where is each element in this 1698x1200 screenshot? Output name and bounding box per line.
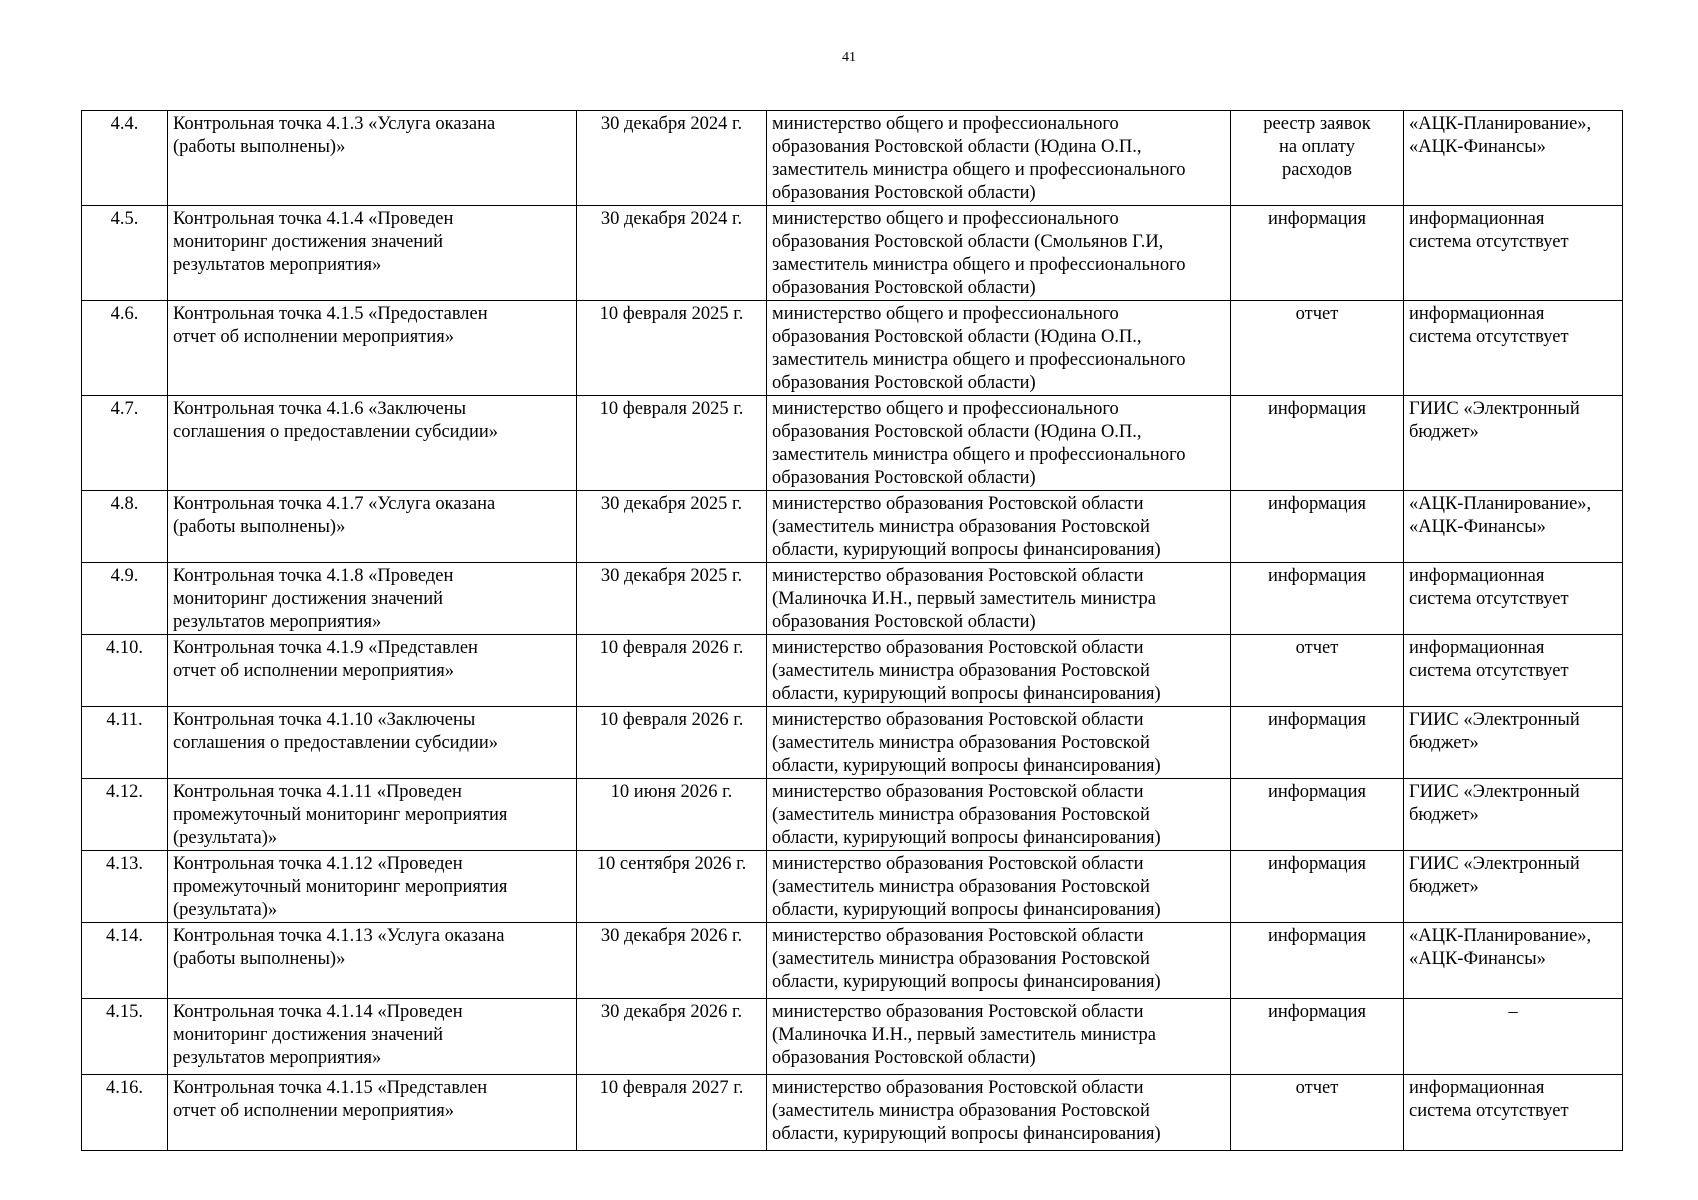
row-number-text: 4.5.	[110, 209, 139, 229]
cell-information-system	[1404, 206, 1623, 301]
row-number-text: 4.8.	[110, 494, 139, 514]
cell-event-name	[168, 111, 577, 206]
cell-event-name	[168, 923, 577, 999]
cell-event-date	[577, 301, 767, 396]
responsible-executor-text: министерство образования Ростовской области (заместитель министра образования Ростовской области, курирующий вопросы финансирования)	[772, 494, 1161, 560]
row-number-text: 4.10.	[106, 638, 143, 658]
cell-document-type	[1231, 111, 1404, 206]
cell-event-date	[577, 999, 767, 1075]
cell-responsible-executor	[767, 111, 1231, 206]
responsible-executor-text: министерство образования Ростовской области (заместитель министра образования Ростовской области, курирующий вопросы финансирования)	[772, 638, 1161, 704]
responsible-executor-text: министерство общего и профессионального образования Ростовской области (Юдина О.П., заместитель министра общего и профессионального образования Ростовской области)	[772, 304, 1186, 393]
information-system-text: информационная система отсутствует	[1409, 566, 1569, 609]
cell-row-number	[82, 635, 168, 707]
cell-document-type	[1231, 779, 1404, 851]
table-row	[82, 491, 1623, 563]
page-number: 41	[842, 50, 856, 65]
document-type-text: информация	[1267, 854, 1367, 874]
cell-information-system	[1404, 111, 1623, 206]
event-name-text: Контрольная точка 4.1.15 «Представлен отчет об исполнении мероприятия»	[173, 1078, 488, 1121]
table-row	[82, 999, 1623, 1075]
cell-responsible-executor	[767, 301, 1231, 396]
cell-event-date	[577, 491, 767, 563]
cell-document-type	[1231, 1075, 1404, 1151]
cell-event-date	[577, 206, 767, 301]
cell-event-name	[168, 1075, 577, 1151]
cell-row-number	[82, 923, 168, 999]
control-points-table	[81, 110, 1623, 1151]
document-type-text: информация	[1267, 399, 1367, 419]
information-system-text: ГИИС «Электронный бюджет»	[1409, 854, 1580, 897]
cell-event-name	[168, 563, 577, 635]
table-body	[82, 111, 1623, 1151]
row-number-text: 4.16.	[106, 1078, 143, 1098]
cell-responsible-executor	[767, 206, 1231, 301]
cell-row-number	[82, 707, 168, 779]
information-system-text: ГИИС «Электронный бюджет»	[1409, 710, 1580, 753]
cell-information-system	[1404, 851, 1623, 923]
event-date-text: 30 декабря 2025 г.	[600, 566, 743, 586]
cell-responsible-executor	[767, 1075, 1231, 1151]
table-row	[82, 635, 1623, 707]
row-number-text: 4.12.	[106, 782, 143, 802]
cell-event-name	[168, 999, 577, 1075]
cell-responsible-executor	[767, 635, 1231, 707]
information-system-text: ГИИС «Электронный бюджет»	[1409, 782, 1580, 825]
cell-event-name	[168, 707, 577, 779]
event-date-text: 10 июня 2026 г.	[610, 782, 733, 802]
cell-event-name	[168, 491, 577, 563]
cell-document-type	[1231, 999, 1404, 1075]
responsible-executor-text: министерство общего и профессионального образования Ростовской области (Юдина О.П., заместитель министра общего и профессионального образования Ростовской области)	[772, 114, 1186, 203]
information-system-text: «АЦК-Планирование», «АЦК-Финансы»	[1409, 114, 1592, 157]
cell-document-type	[1231, 563, 1404, 635]
cell-document-type	[1231, 396, 1404, 491]
cell-row-number	[82, 206, 168, 301]
responsible-executor-text: министерство образования Ростовской области (Малиночка И.Н., первый заместитель министра образования Ростовской области)	[772, 566, 1156, 632]
cell-document-type	[1231, 491, 1404, 563]
row-number-text: 4.14.	[106, 926, 143, 946]
document-type-text: информация	[1267, 566, 1367, 586]
cell-document-type	[1231, 635, 1404, 707]
table-row	[82, 851, 1623, 923]
cell-document-type	[1231, 301, 1404, 396]
cell-event-name	[168, 396, 577, 491]
event-date-text: 10 февраля 2026 г.	[599, 710, 744, 730]
event-date-text: 30 декабря 2026 г.	[600, 926, 743, 946]
cell-information-system	[1404, 491, 1623, 563]
cell-row-number	[82, 563, 168, 635]
cell-information-system	[1404, 635, 1623, 707]
document-type-text: информация	[1267, 710, 1367, 730]
event-date-text: 10 февраля 2025 г.	[599, 399, 744, 419]
information-system-text: информационная система отсутствует	[1409, 1078, 1569, 1121]
cell-row-number	[82, 999, 168, 1075]
document-type-text: информация	[1267, 209, 1367, 229]
cell-document-type	[1231, 707, 1404, 779]
cell-responsible-executor	[767, 999, 1231, 1075]
information-system-text: информационная система отсутствует	[1409, 638, 1569, 681]
cell-document-type	[1231, 923, 1404, 999]
cell-row-number	[82, 779, 168, 851]
cell-responsible-executor	[767, 923, 1231, 999]
cell-event-date	[577, 635, 767, 707]
event-name-text: Контрольная точка 4.1.13 «Услуга оказана (работы выполнены)»	[173, 926, 505, 969]
cell-event-name	[168, 851, 577, 923]
event-name-text: Контрольная точка 4.1.10 «Заключены соглашения о предоставлении субсидии»	[173, 710, 499, 753]
cell-responsible-executor	[767, 563, 1231, 635]
responsible-executor-text: министерство образования Ростовской области (заместитель министра образования Ростовской области, курирующий вопросы финансирования)	[772, 782, 1161, 848]
table-row	[82, 779, 1623, 851]
cell-row-number	[82, 1075, 168, 1151]
row-number-text: 4.6.	[110, 304, 139, 324]
cell-responsible-executor	[767, 396, 1231, 491]
document-type-text: информация	[1267, 1002, 1367, 1022]
event-date-text: 10 сентября 2026 г.	[596, 854, 747, 874]
cell-row-number	[82, 851, 168, 923]
cell-event-date	[577, 779, 767, 851]
cell-event-date	[577, 563, 767, 635]
document-type-text: информация	[1267, 926, 1367, 946]
table-row	[82, 563, 1623, 635]
cell-responsible-executor	[767, 779, 1231, 851]
cell-information-system	[1404, 1075, 1623, 1151]
event-name-text: Контрольная точка 4.1.12 «Проведен промежуточный мониторинг мероприятия (результата)»	[173, 854, 508, 920]
table-row	[82, 206, 1623, 301]
cell-row-number	[82, 111, 168, 206]
document-type-text: реестр заявок на оплату расходов	[1263, 114, 1371, 180]
cell-event-name	[168, 779, 577, 851]
table-row	[82, 923, 1623, 999]
cell-row-number	[82, 396, 168, 491]
document-type-text: отчет	[1295, 304, 1339, 324]
row-number-text: 4.13.	[106, 854, 143, 874]
cell-information-system	[1404, 779, 1623, 851]
table-row	[82, 1075, 1623, 1151]
cell-responsible-executor	[767, 851, 1231, 923]
cell-event-date	[577, 707, 767, 779]
table-row	[82, 111, 1623, 206]
responsible-executor-text: министерство общего и профессионального образования Ростовской области (Смольянов Г.И, заместитель министра общего и профессионального образования Ростовской области)	[772, 209, 1186, 298]
cell-event-date	[577, 1075, 767, 1151]
document-type-text: информация	[1267, 494, 1367, 514]
cell-document-type	[1231, 851, 1404, 923]
cell-document-type	[1231, 206, 1404, 301]
information-system-text: ГИИС «Электронный бюджет»	[1409, 399, 1580, 442]
document-type-text: информация	[1267, 782, 1367, 802]
event-name-text: Контрольная точка 4.1.3 «Услуга оказана (работы выполнены)»	[173, 114, 496, 157]
cell-responsible-executor	[767, 707, 1231, 779]
responsible-executor-text: министерство образования Ростовской области (заместитель министра образования Ростовской области, курирующий вопросы финансирования)	[772, 1078, 1161, 1144]
information-system-text: –	[1508, 1002, 1518, 1022]
information-system-text: информационная система отсутствует	[1409, 209, 1569, 252]
cell-event-name	[168, 206, 577, 301]
responsible-executor-text: министерство образования Ростовской области (заместитель министра образования Ростовской области, курирующий вопросы финансирования)	[772, 710, 1161, 776]
row-number-text: 4.9.	[110, 566, 139, 586]
document-type-text: отчет	[1295, 638, 1339, 658]
cell-information-system	[1404, 999, 1623, 1075]
responsible-executor-text: министерство образования Ростовской области (заместитель министра образования Ростовской области, курирующий вопросы финансирования)	[772, 926, 1161, 992]
row-number-text: 4.15.	[106, 1002, 143, 1022]
cell-responsible-executor	[767, 491, 1231, 563]
cell-event-date	[577, 396, 767, 491]
cell-information-system	[1404, 396, 1623, 491]
row-number-text: 4.7.	[110, 399, 139, 419]
responsible-executor-text: министерство образования Ростовской области (заместитель министра образования Ростовской области, курирующий вопросы финансирования)	[772, 854, 1161, 920]
event-date-text: 30 декабря 2025 г.	[600, 494, 743, 514]
event-date-text: 30 декабря 2026 г.	[600, 1002, 743, 1022]
cell-event-date	[577, 851, 767, 923]
cell-row-number	[82, 491, 168, 563]
cell-information-system	[1404, 301, 1623, 396]
row-number-text: 4.4.	[110, 114, 139, 134]
event-date-text: 10 февраля 2027 г.	[599, 1078, 744, 1098]
cell-event-date	[577, 111, 767, 206]
information-system-text: информационная система отсутствует	[1409, 304, 1569, 347]
cell-information-system	[1404, 707, 1623, 779]
cell-row-number	[82, 301, 168, 396]
event-name-text: Контрольная точка 4.1.5 «Предоставлен отчет об исполнении мероприятия»	[173, 304, 488, 347]
event-name-text: Контрольная точка 4.1.9 «Представлен отчет об исполнении мероприятия»	[173, 638, 478, 681]
table-row	[82, 301, 1623, 396]
event-date-text: 30 декабря 2024 г.	[600, 114, 743, 134]
information-system-text: «АЦК-Планирование», «АЦК-Финансы»	[1409, 926, 1592, 969]
event-date-text: 30 декабря 2024 г.	[600, 209, 743, 229]
information-system-text: «АЦК-Планирование», «АЦК-Финансы»	[1409, 494, 1592, 537]
event-date-text: 10 февраля 2025 г.	[599, 304, 744, 324]
event-name-text: Контрольная точка 4.1.11 «Проведен промежуточный мониторинг мероприятия (результата)»	[173, 782, 508, 848]
cell-information-system	[1404, 563, 1623, 635]
event-name-text: Контрольная точка 4.1.6 «Заключены соглашения о предоставлении субсидии»	[173, 399, 499, 442]
cell-information-system	[1404, 923, 1623, 999]
table-row	[82, 396, 1623, 491]
event-name-text: Контрольная точка 4.1.7 «Услуга оказана (работы выполнены)»	[173, 494, 496, 537]
cell-event-name	[168, 301, 577, 396]
event-name-text: Контрольная точка 4.1.4 «Проведен мониторинг достижения значений результатов мероприятия»	[173, 209, 454, 275]
table-row	[82, 707, 1623, 779]
document-type-text: отчет	[1295, 1078, 1339, 1098]
event-name-text: Контрольная точка 4.1.8 «Проведен мониторинг достижения значений результатов мероприятия»	[173, 566, 454, 632]
event-date-text: 10 февраля 2026 г.	[599, 638, 744, 658]
event-name-text: Контрольная точка 4.1.14 «Проведен мониторинг достижения значений результатов мероприятия»	[173, 1002, 463, 1068]
cell-event-date	[577, 923, 767, 999]
cell-event-name	[168, 635, 577, 707]
row-number-text: 4.11.	[106, 710, 143, 730]
responsible-executor-text: министерство образования Ростовской области (Малиночка И.Н., первый заместитель министра образования Ростовской области)	[772, 1002, 1156, 1068]
responsible-executor-text: министерство общего и профессионального образования Ростовской области (Юдина О.П., заместитель министра общего и профессионального образования Ростовской области)	[772, 399, 1186, 488]
